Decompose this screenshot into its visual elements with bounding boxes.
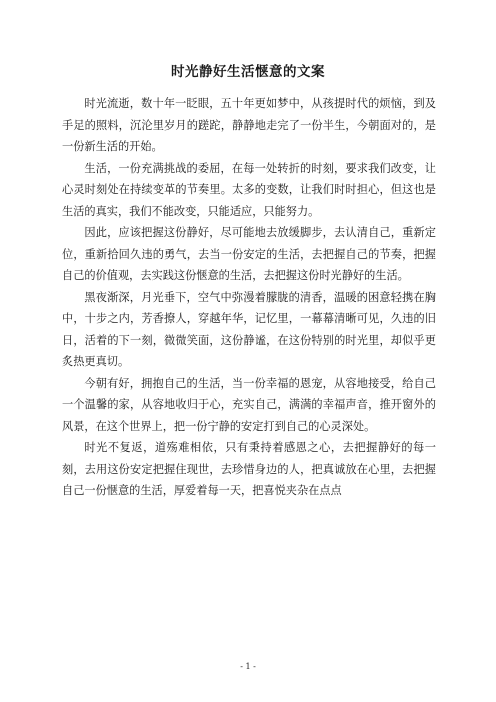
paragraph: 今朝有好，拥抱自己的生活，当一份幸福的恩宠，从容地接受，给自己一个温馨的家，从容地收归于心，充实自己，满满的幸福声音，推开窗外的风景，在这个世界上，把一份宁静的安定打到自己的心灵深处。 (62, 376, 436, 433)
paragraph: 因此，应该把握这份静好，尽可能地去放缓脚步，去认清自己，重新定位，重新拾回久违的勇气，去当一份安定的生活，去把握自己的节奏，把握自己的价值观，去实践这份惬意的生活，去把握这份时光静好的生活。 (62, 226, 436, 282)
document-title: 时光静好生活惬意的文案 (171, 64, 325, 80)
paragraph: 黑夜渐深，月光垂下，空气中弥漫着朦胧的清香，温暖的困意轻携在胸中，十步之内，芳香撩人，穿越年华，记忆里，一幕幕清晰可见，久违的旧日，活着的下一刻，微微笑面，这份静谧，在这份特别的时光里，却似乎更炙热更真切。 (62, 290, 436, 368)
page-number: - 1 - (240, 662, 256, 671)
paragraph: 生活，一份充满挑战的委屈，在每一处转折的时刻，要求我们改变，让心灵时刻处在持续变革的节奏里。太多的变数，让我们时时担心，但这也是生活的真实，我们不能改变，只能适应，只能努力。 (62, 161, 436, 218)
document-body (62, 93, 436, 502)
paragraph: 时光流逝，数十年一眨眼，五十年更如梦中，从孩提时代的烦恼，到及手足的照料，沉沦里岁月的蹉跎，静静地走完了一份半生，今朝面对的，是一份新生活的开始。 (62, 97, 436, 153)
paragraph: 时光不复返，道殇难相依，只有秉持着感恩之心，去把握静好的每一刻，去用这份安定把握住现世，去珍惜身边的人，把真诚放在心里，去把握自己一份惬意的生活，厚爱着每一天，把喜悦夹杂在点点 (62, 441, 436, 497)
